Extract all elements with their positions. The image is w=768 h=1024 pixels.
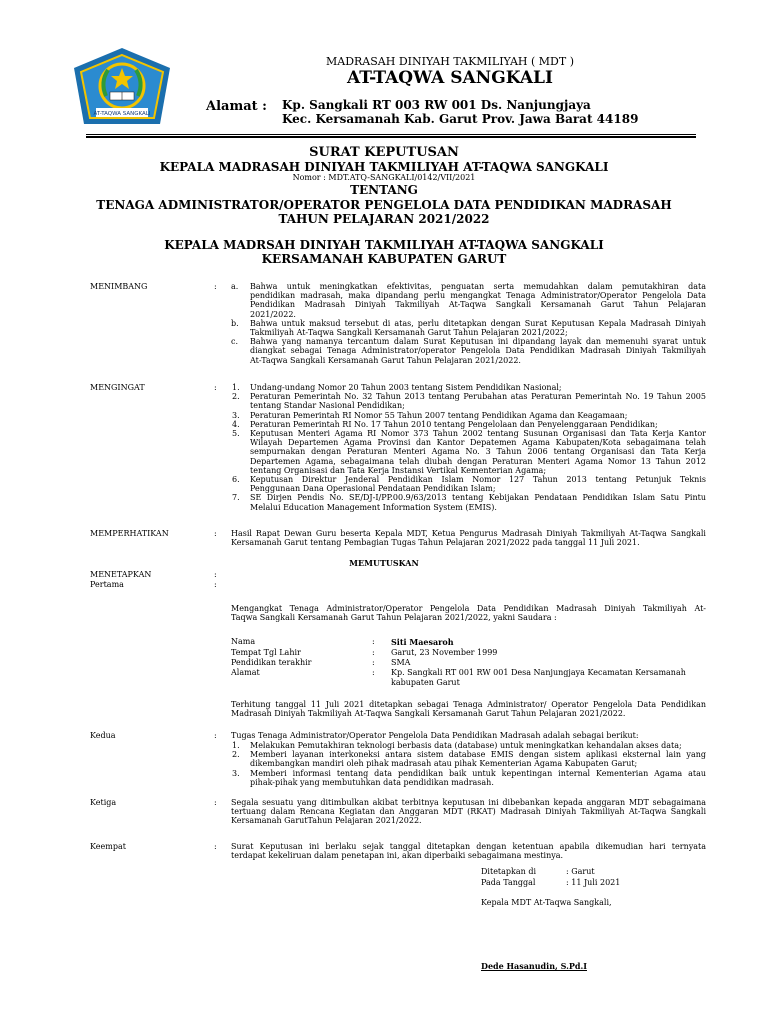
list-marker: 6. — [232, 475, 240, 484]
kepala-line-1: KEPALA MADRSAH DINIYAH TAKMILIYAH AT-TAQWA SANGKALI — [164, 238, 604, 252]
ketiga-line: Kersamanah GarutTahun Pelajaran 2021/2022. — [231, 816, 422, 826]
list-marker: 3. — [232, 768, 240, 778]
list-marker: 2. — [232, 392, 240, 402]
list-item-line: Keputusan Direktur Jenderal Pendidikan Islam Nomor 127 Tahun 2013 tentang Petunjuk Teknis — [250, 475, 706, 484]
doc-subject-line-2: TAHUN PELAJARAN 2021/2022 — [278, 212, 490, 226]
list-marker: 5. — [232, 429, 240, 438]
ditetapkan-label: Ditetapkan di — [481, 867, 537, 876]
list-item-line: Peraturan Pemerintah RI Nomor 55 Tahun 2007 tentang Pendidikan Agama dan Keagamaan; — [250, 410, 628, 420]
address-label: Alamat : — [206, 99, 267, 114]
colon: : — [372, 637, 375, 646]
bio-value: Kp. Sangkali RT 001 RW 001 Desa Nanjungjaya Kecamatan Kersamanah — [391, 668, 686, 677]
list-item-line: sempurnakan dengan Peraturan Menteri Agama No. 3 Tahun 2006 tentang Organisasi dan Tata Kerja — [250, 447, 706, 457]
colon: : — [214, 842, 217, 851]
list-marker: b. — [231, 318, 239, 328]
svg-text:AT-TAQWA SANGKALI: AT-TAQWA SANGKALI — [93, 111, 151, 117]
memperhatikan-line: Kersamanah Garut tentang Pembagian Tugas Tahun Pelajaran 2021/2022 pada tanggal 11 Juli 2021. — [231, 538, 640, 548]
list-item-line: Memberi informasi tentang data pendidikan baik untuk kepentingan internal Kementerian Agama atau — [250, 768, 706, 778]
org-line: MADRASAH DINIYAH TAKMILIYAH ( MDT ) — [326, 55, 574, 68]
signatory-name: Dede Hasanudin, S.Pd.I — [481, 961, 587, 971]
colon: : — [214, 798, 217, 807]
pertama-line: Taqwa Sangkali Kersamanah Garut Tahun Pelajaran 2021/2022, yakni Saudara : — [231, 613, 557, 623]
colon: : — [372, 648, 375, 657]
list-item-line: Takmiliyah At-Taqwa Sangkali Kersamanah Garut Tahun Pelajaran 2021/2022; — [250, 328, 568, 337]
section-label-kedua: Kedua — [90, 731, 116, 740]
list-item-line: At-Taqwa Sangkali Kersamanah Garut Tahun Pelajaran 2021/2022. — [250, 355, 521, 365]
doc-title: SURAT KEPUTUSAN — [309, 145, 459, 160]
doc-number: Nomor : MDT.ATQ-SANGKALI/0142/VII/2021 — [292, 173, 476, 182]
header-rule-thick — [86, 134, 696, 135]
bio-value: SMA — [391, 658, 411, 667]
kepala-line-2: KERSAMANAH KABUPATEN GARUT — [261, 252, 507, 266]
list-item-line: Memberi layanan interkoneksi antara sistem database EMIS dengan sistem aplikasi eksternal lain yang — [250, 750, 706, 760]
memutuskan-heading: MEMUTUSKAN — [349, 558, 419, 568]
list-item-line: Melalui Education Management Information System (EMIS). — [250, 502, 497, 512]
bio-label: Alamat — [231, 668, 260, 677]
keempat-line: terdapat kekeliruan dalam penetapan ini, akan diperbaiki sebagaimana mestinya. — [231, 851, 564, 861]
section-label-memperhatikan: MEMPERHATIKAN — [90, 529, 169, 538]
list-item-line: Undang-undang Nomor 20 Tahun 2003 tentang Sistem Pendidikan Nasional; — [250, 383, 562, 392]
list-marker: 2. — [232, 750, 240, 760]
list-marker: 7. — [232, 493, 240, 503]
list-item-line: dikembangkan mandiri oleh pihak madrasah atau pihak Kementerian Agama Kabupaten Garut; — [250, 759, 638, 769]
list-marker: a. — [231, 282, 239, 291]
list-item-line: Wilayah Departemen Agama Provinsi dan Kantor Depatemen Agama Kabupaten/Kota sebagaimana telah — [250, 438, 706, 448]
org-name: AT-TAQWA SANGKALI — [347, 68, 553, 88]
bio-label: Nama — [231, 637, 256, 646]
colon: : — [372, 658, 375, 667]
list-item-line: pihak-pihak yang membutuhkan data pendidikan madrasah. — [250, 777, 494, 787]
list-marker: 1. — [232, 741, 240, 750]
section-label-pertama: Pertama — [90, 580, 124, 589]
address-line-1: Kp. Sangkali RT 003 RW 001 Ds. Nanjungjaya — [282, 98, 591, 112]
list-item-line: tentang Organisasi dan Tata Kerja Instansi Vertikal Kementerian Agama; — [250, 465, 547, 475]
doc-subject-line-1: TENAGA ADMINISTRATOR/OPERATOR PENGELOLA DATA PENDIDIKAN MADRASAH — [96, 198, 672, 212]
tanggal-label: Pada Tanggal — [481, 878, 536, 887]
doc-subtitle: KEPALA MADRASAH DINIYAH TAKMILIYAH AT-TAQWA SANGKALI — [159, 160, 609, 174]
list-item-line: pendidikan madrasah, maka dipandang perlu mengangkat Tenaga Administrator/Operator Pengelola Data — [250, 291, 706, 301]
terhitung-line: Madrasah Diniyah Takmiliyah At-Taqwa Sangkali Kersamanah Garut Tahun Pelajaran 2021/2022. — [231, 709, 626, 719]
list-item-line: Bahwa yang namanya tercantum dalam Surat Keputusan ini dipandang layak dan memenuhi syarat untuk — [250, 337, 706, 347]
list-item-line: Penggunaan Dana Operasional Pendataan Pendidikan Islam; — [250, 484, 496, 494]
madrasah-logo — [70, 46, 174, 132]
colon: : — [214, 529, 217, 538]
list-item-line: Melakukan Pemutakhiran teknologi berbasis data (database) untuk meningkatkan kehandalan akses data; — [250, 741, 682, 750]
bio-label: Tempat Tgl Lahir — [231, 648, 301, 657]
list-item-line: Bahwa untuk maksud tersebut di atas, perlu ditetapkan dengan Surat Keputusan Kepala Madrasah Diniyah — [250, 318, 706, 328]
list-item-line: Departemen Agama, sebagaimana telah diubah dengan Peraturan Menteri Agama Nomor 13 Tahun 2012 — [250, 456, 706, 466]
signatory-title: Kepala MDT At-Taqwa Sangkali, — [481, 898, 612, 907]
ditetapkan-value: : Garut — [566, 867, 595, 876]
doc-tentang: TENTANG — [350, 183, 418, 197]
ketiga-line: tertuang dalam Rencana Kegiatan dan Anggaran MDT (RKAT) Madrasah Diniyah Takmiliyah At-Taqwa Sangkali — [231, 807, 706, 817]
header-rule — [86, 136, 696, 138]
ketiga-line: Segala sesuatu yang ditimbulkan akibat terbitnya keputusan ini dibebankan kepada anggaran MDT sebagaimana — [231, 798, 706, 807]
colon: : — [214, 570, 217, 579]
pertama-line: Mengangkat Tenaga Administrator/Operator Pengelola Data Pendidikan Madrasah Diniyah Takmiliyah At- — [231, 604, 706, 613]
colon: : — [214, 282, 217, 291]
address-line-2: Kec. Kersamanah Kab. Garut Prov. Jawa Barat 44189 — [282, 112, 639, 126]
list-marker: 3. — [232, 410, 240, 420]
list-item-line: Bahwa untuk meningkatkan efektivitas, penguatan serta memudahkan dalam pemutakhiran data — [250, 282, 706, 291]
section-label-mengingat: MENGINGAT — [90, 383, 145, 392]
kedua-intro: Tugas Tenaga Administrator/Operator Pengelola Data Pendidikan Madrasah adalah sebagai berikut: — [231, 731, 639, 740]
list-item-line: 2021/2022. — [250, 309, 296, 319]
keempat-line: Surat Keputusan ini berlaku sejak tanggal ditetapkan dengan ketentuan apabila dikemudian hari ternyata — [231, 842, 706, 851]
list-marker: 1. — [232, 383, 240, 392]
colon: : — [372, 668, 375, 677]
section-label-menetapkan: MENETAPKAN — [90, 570, 152, 579]
bio-value: kabupaten Garut — [391, 678, 460, 687]
list-item-line: tentang Standar Nasional Pendidikan; — [250, 401, 405, 411]
colon: : — [214, 731, 217, 740]
list-item-line: diangkat sebagai Tenaga Administrator/operator Pengelola Data Pendidikan Madrasah Diniyah Takmiliyah — [250, 346, 706, 356]
list-item-line: Keputusan Menteri Agama RI Nomor 373 Tahun 2002 tentang Susunan Organisasi dan Tata Kerja Kantor — [250, 429, 706, 438]
list-marker: 4. — [232, 419, 240, 429]
list-item-line: Peraturan Pemerintah No. 32 Tahun 2013 tentang Perubahan atas Peraturan Pemerintah No. 19 Tahun 2005 — [250, 392, 706, 402]
list-item-line: Peraturan Pemerintah RI No. 17 Tahun 2010 tentang Pengelolaan dan Penyelenggaraan Pendidikan; — [250, 419, 658, 429]
bio-label: Pendidikan terakhir — [231, 658, 312, 667]
list-marker: c. — [231, 337, 239, 347]
section-label-menimbang: MENIMBANG — [90, 282, 148, 291]
terhitung-line: Terhitung tanggal 11 Juli 2021 ditetapkan sebagai Tenaga Administrator/ Operator Pengelola Data Pendidikan — [231, 700, 706, 709]
colon: : — [214, 580, 217, 589]
list-item-line: Pendidikan Madrasah Diniyah Takmiliyah At-Taqwa Sangkali Kersamanah Garut Tahun Pelajaran — [250, 300, 706, 310]
memperhatikan-line: Hasil Rapat Dewan Guru beserta Kepala MDT, Ketua Pengurus Madrasah Diniyah Takmiliyah At-Taqwa Sangkali — [231, 529, 706, 538]
bio-value: Siti Maesaroh — [391, 637, 454, 647]
section-label-ketiga: Ketiga — [90, 798, 117, 807]
bio-value: Garut, 23 November 1999 — [391, 648, 498, 657]
section-label-keempat: Keempat — [90, 842, 126, 851]
tanggal-value: : 11 Juli 2021 — [566, 878, 621, 887]
list-item-line: SE Dirjen Pendis No. SE/DJ-I/PP.00.9/63/2013 tentang Kebijakan Pendataan Pendidikan Islam Satu Pintu — [250, 493, 706, 503]
colon: : — [214, 383, 217, 392]
